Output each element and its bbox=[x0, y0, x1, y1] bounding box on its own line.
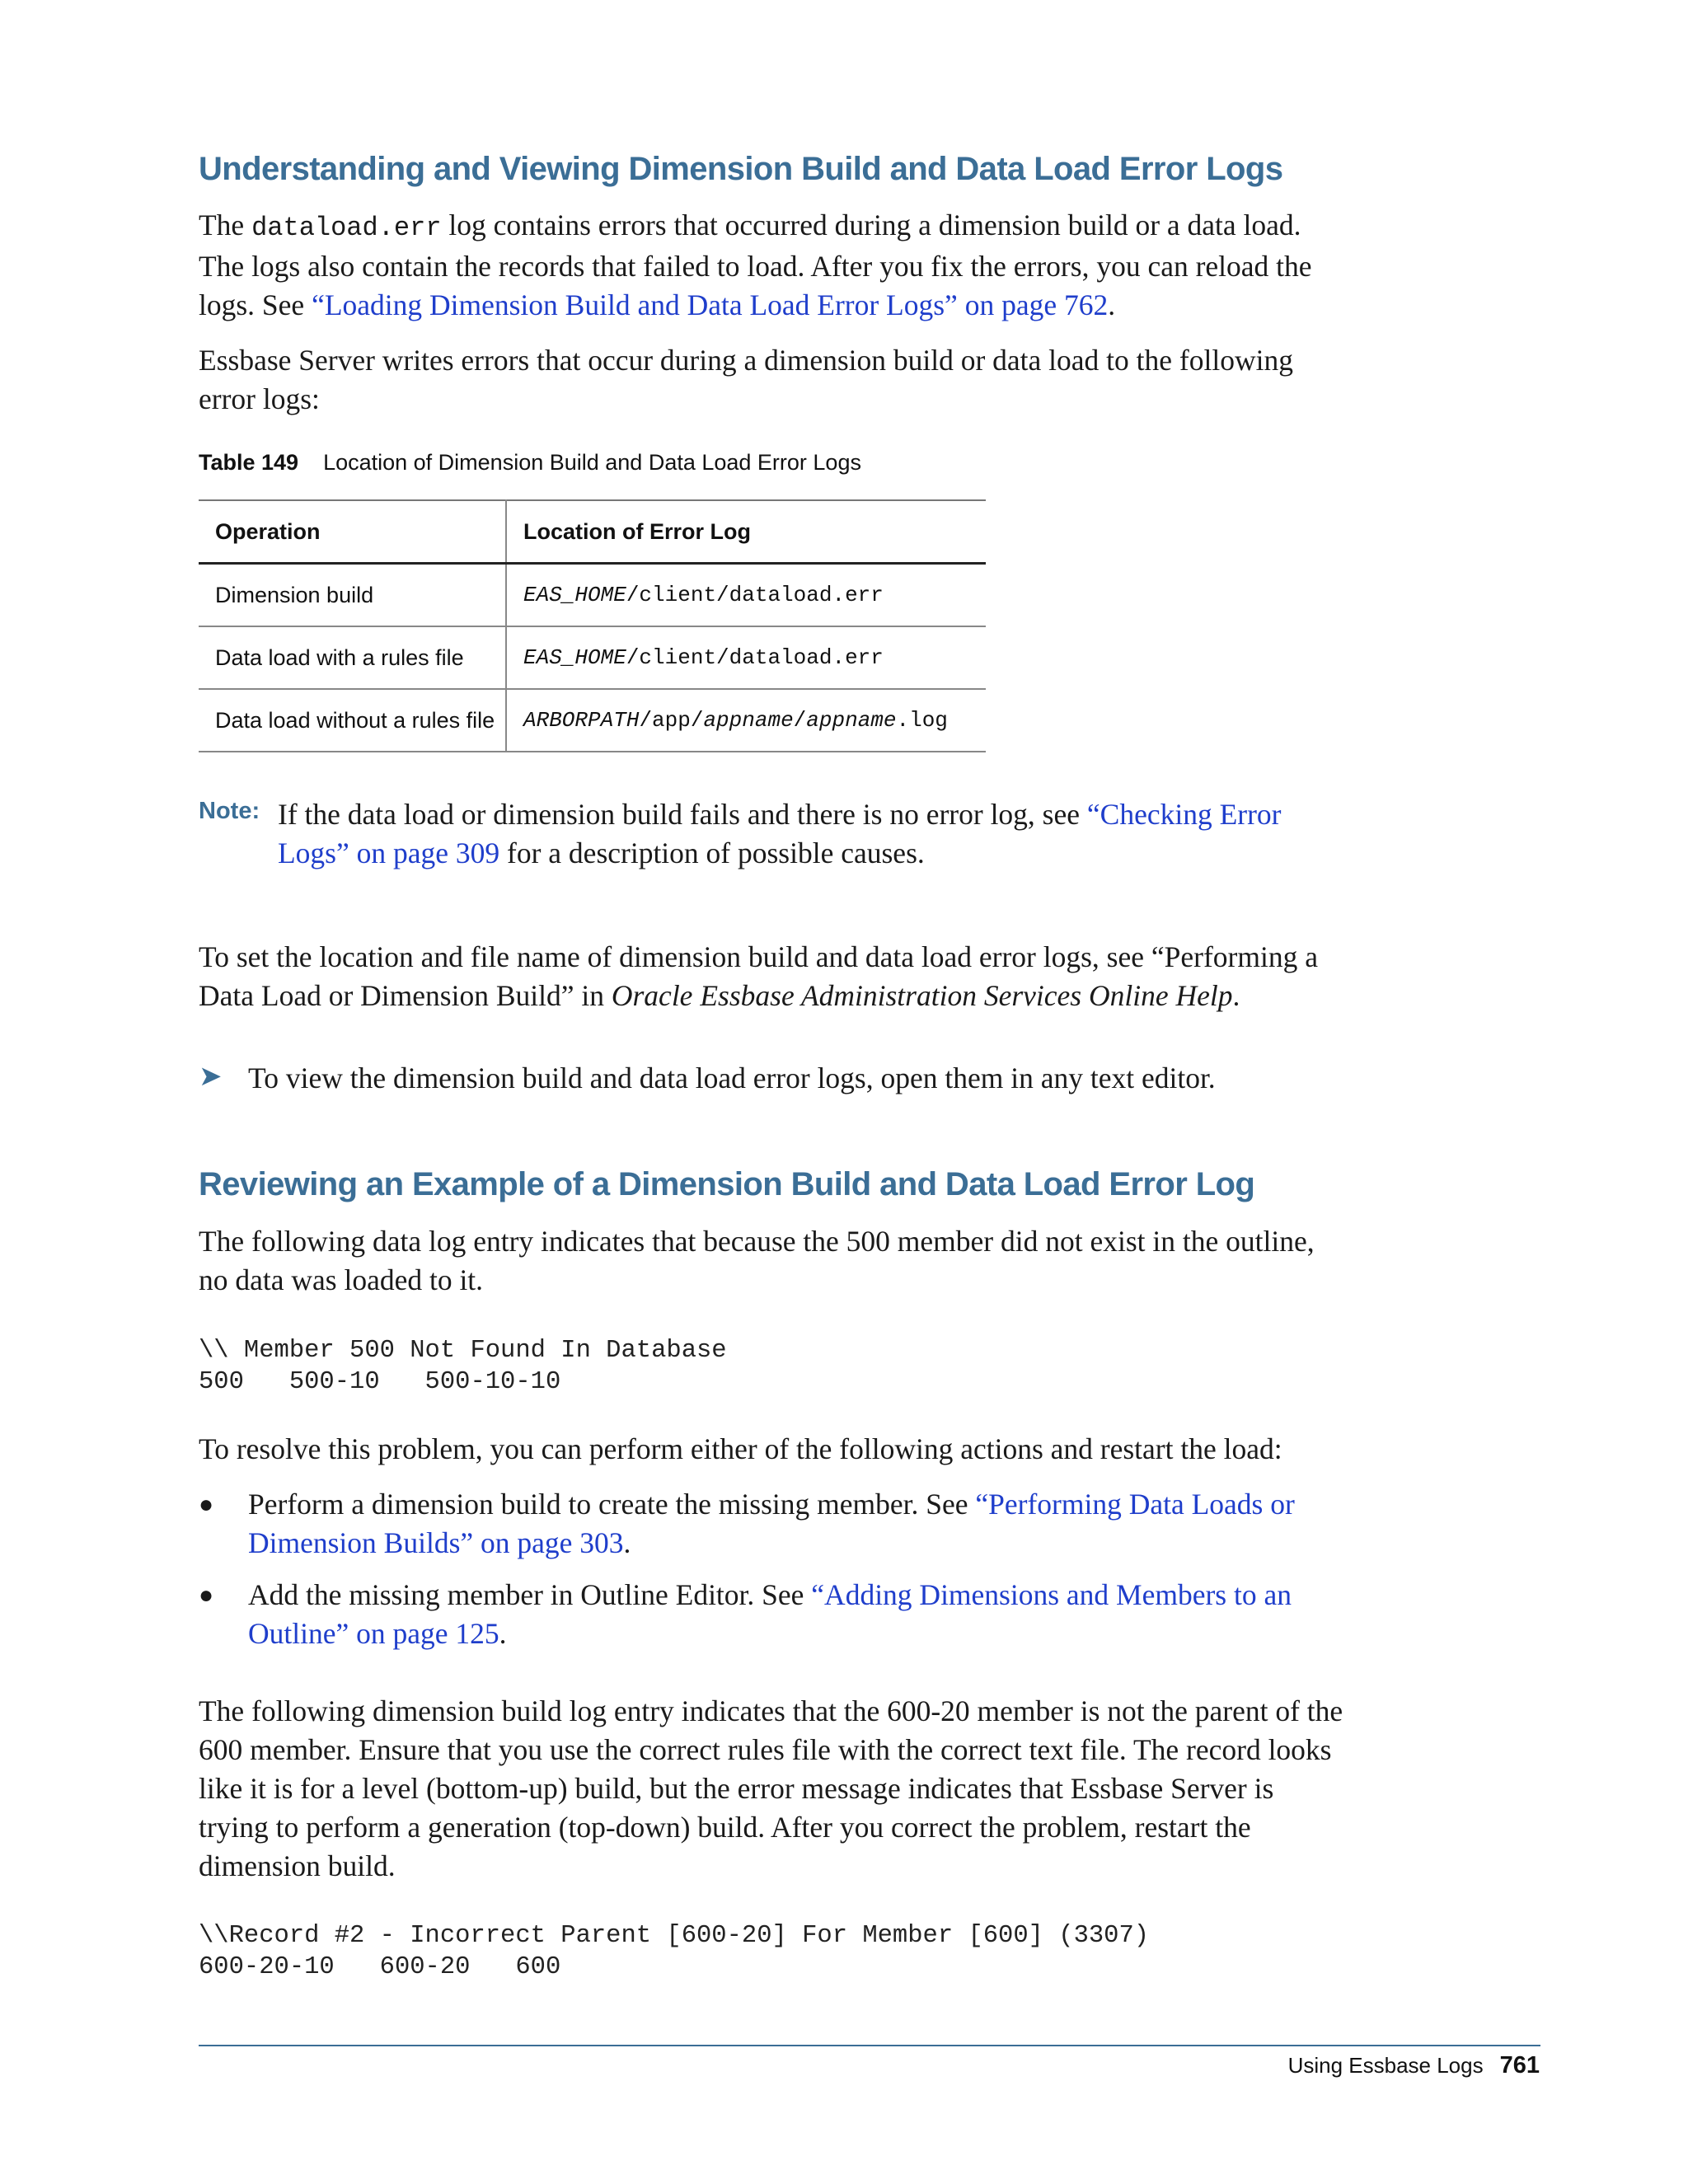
error-log-location-table bbox=[199, 499, 986, 752]
cell-location: EAS_HOME/client/dataload.err bbox=[506, 626, 986, 689]
table-title: Location of Dimension Build and Data Load Error Logs bbox=[323, 450, 861, 475]
link-loading-error-logs[interactable]: “Loading Dimension Build and Data Load Error Logs” on page 762 bbox=[312, 288, 1109, 321]
link-adding-dimensions[interactable]: “Adding Dimensions and Members to an Outline” on page 125 bbox=[248, 1578, 1292, 1650]
list-item: Perform a dimension build to create the missing member. See “Performing Data Loads or Dimension Builds” on page 303. bbox=[248, 1488, 1295, 1559]
paragraph-resolve: To resolve this problem, you can perform either of the following actions and restart the load: bbox=[199, 1432, 1282, 1465]
paragraph-essbase-writes-errors: Essbase Server writes errors that occur during a dimension build or data load to the following error logs: bbox=[199, 344, 1293, 415]
cell-location: EAS_HOME/client/dataload.err bbox=[506, 564, 986, 627]
bullet-icon: ● bbox=[199, 1582, 214, 1609]
link-checking-error-logs[interactable]: “Checking Error Logs” on page 309 bbox=[278, 798, 1282, 869]
section-heading-error-logs: Understanding and Viewing Dimension Build and Data Load Error Logs bbox=[199, 151, 1283, 187]
inline-code-dataload-err: dataload.err bbox=[251, 213, 442, 243]
table-row bbox=[199, 564, 986, 627]
code-block-incorrect-parent: \\Record #2 - Incorrect Parent [600-20] For Member [600] (3307) 600-20-10 600-20 600 bbox=[199, 1922, 1150, 1981]
table-caption bbox=[199, 450, 861, 476]
page-number: 761 bbox=[1499, 2052, 1540, 2079]
column-header-location: Location of Error Log bbox=[506, 500, 986, 564]
footer-divider bbox=[199, 2045, 1540, 2046]
footer-title: Using Essbase Logs bbox=[1287, 2053, 1484, 2078]
note-text: If the data load or dimension build fails and there is no error log, see “Checking Error Logs” on page 309 for a description of possible causes. bbox=[278, 798, 1282, 869]
procedure-text: To view the dimension build and data load error logs, open them in any text editor. bbox=[248, 1062, 1216, 1094]
bullet-icon: ● bbox=[199, 1491, 214, 1518]
section-heading-example: Reviewing an Example of a Dimension Build and Data Load Error Log bbox=[199, 1166, 1255, 1202]
cell-operation: Data load without a rules file bbox=[199, 689, 506, 752]
table-row bbox=[199, 626, 986, 689]
procedure-arrow-icon: ➤ bbox=[199, 1061, 223, 1092]
cell-operation: Data load with a rules file bbox=[199, 626, 506, 689]
column-header-operation: Operation bbox=[199, 500, 506, 564]
table-header-row bbox=[199, 500, 986, 564]
page-footer bbox=[1288, 2052, 1540, 2079]
note-label: Note: bbox=[199, 798, 260, 824]
table-number: Table 149 bbox=[199, 450, 299, 475]
code-block-member-not-found: \\ Member 500 Not Found In Database 500 500-10 500-10-10 bbox=[199, 1337, 727, 1396]
cell-location: ARBORPATH/app/appname/appname.log bbox=[506, 689, 986, 752]
link-performing-data-loads[interactable]: “Performing Data Loads or Dimension Builds” on page 303 bbox=[248, 1488, 1295, 1559]
italic-help-title: Oracle Essbase Administration Services Online Help bbox=[611, 979, 1233, 1012]
paragraph-dataload-err: The dataload.err log contains errors that occurred during a dimension build or a data load. The logs also contain the records that failed to load. After you fix the errors, you can reload the logs. See “Loading Dimension Build and Data Load Error Logs” on page 762. bbox=[199, 209, 1312, 321]
cell-operation: Dimension build bbox=[199, 564, 506, 627]
paragraph-set-location: To set the location and file name of dimension build and data load error logs, see “Performing a Data Load or Dimension Build” in Oracle Essbase Administration Services Online Help. bbox=[199, 940, 1318, 1012]
paragraph-data-log-entry: The following data log entry indicates that because the 500 member did not exist in the outline, no data was loaded to it. bbox=[199, 1225, 1315, 1296]
paragraph-dimension-build-entry: The following dimension build log entry indicates that the 600-20 member is not the parent of the 600 member. Ensure that you use the correct rules file with the correct text file. The record looks like it is for a level (bottom-up) build, but the error message indicates that Essbase Server is trying to perform a generation (top-down) build. After you correct the problem, restart the dimension build. bbox=[199, 1694, 1343, 1882]
table-row bbox=[199, 689, 986, 752]
list-item: Add the missing member in Outline Editor. See “Adding Dimensions and Members to an Outline” on page 125. bbox=[248, 1578, 1292, 1650]
